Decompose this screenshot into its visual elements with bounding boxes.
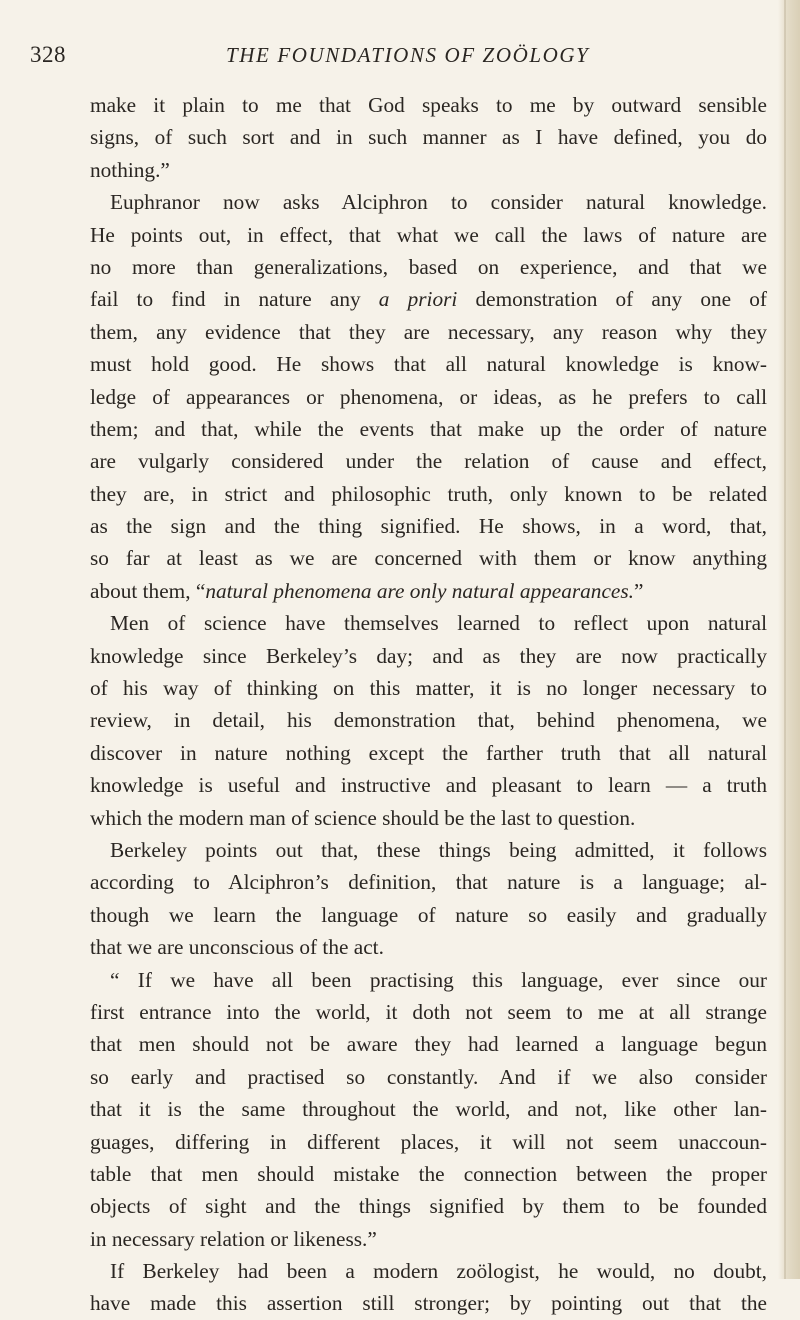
text-line: must hold good. He shows that all natural knowledge is know- [90, 352, 767, 377]
text-line: them, any evidence that they are necessary, any reason why they [90, 319, 767, 344]
text-line: guages, differing in different places, it will not seem unaccoun- [90, 1129, 767, 1154]
line-segment: about them, “ [90, 578, 206, 603]
text-line: discover in nature nothing except the farther truth that all natural [90, 740, 767, 765]
text-line: objects of sight and the things signified by them to be founded [90, 1194, 767, 1219]
text-line: according to Alciphron’s definition, that nature is a language; al- [90, 870, 767, 895]
text-line [90, 575, 767, 607]
text-line: them; and that, while the events that make up the order of nature [90, 416, 767, 441]
text-line: table that men should mistake the connection between the proper [90, 1161, 767, 1186]
text-line: though we learn the language of nature so easily and gradually [90, 902, 767, 927]
text-line: that men should not be aware they had learned a language begun [90, 1032, 767, 1057]
italic-phrase: natural phenomena are only natural appearances. [205, 578, 634, 603]
text-line: that it is the same throughout the world, and not, like other lan- [90, 1097, 767, 1122]
text-line: knowledge is useful and instructive and pleasant to learn — a truth [90, 773, 767, 798]
page-number: 328 [30, 42, 66, 67]
text-line [90, 283, 767, 315]
text-line: that we are unconscious of the act. [90, 935, 384, 960]
text-line: review, in detail, his demonstration that, behind phenomena, we [90, 708, 767, 733]
text-line: have made this assertion still stronger; by pointing out that the [90, 1291, 767, 1316]
paragraph-start-line: Euphranor now asks Alciphron to consider natural knowledge. [110, 190, 767, 215]
text-line: signs, of such sort and in such manner as I have defined, you do [90, 125, 767, 150]
running-head: THE FOUNDATIONS OF ZOÖLOGY [226, 43, 590, 67]
text-line: of his way of thinking on this matter, it is no longer necessary to [90, 676, 767, 701]
text-line: are vulgarly considered under the relation of cause and effect, [90, 449, 767, 474]
italic-phrase: a priori [378, 287, 458, 312]
text-line: first entrance into the world, it doth not seem to me at all strange [90, 999, 767, 1024]
paragraph-start-line: Berkeley points out that, these things being admitted, it follows [110, 837, 767, 862]
text-line: which the modern man of science should be the last to question. [90, 805, 636, 830]
text-line: ledge of appearances or phenomena, or ideas, as he prefers to call [90, 384, 767, 409]
text-line: so far at least as we are concerned with them or know anything [90, 546, 767, 571]
paragraph-start-line: Men of science have themselves learned to reflect upon natural [110, 611, 767, 636]
line-segment: fail to find in nature any [90, 287, 379, 312]
text-line: no more than generalizations, based on experience, and that we [90, 254, 767, 279]
text-line: they are, in strict and philosophic truth, only known to be related [90, 481, 767, 506]
text-line: knowledge since Berkeley’s day; and as they are now practically [90, 643, 767, 668]
text-line: so early and practised so constantly. And if we also consider [90, 1064, 767, 1089]
body-text [90, 89, 767, 1320]
page-edge-shadow [784, 0, 786, 1279]
paragraph-start-line: If Berkeley had been a modern zoölogist, he would, no doubt, [110, 1259, 767, 1284]
page-edge [778, 0, 800, 1279]
line-segment: demonstration of any one of [457, 287, 767, 312]
text-line: He points out, in effect, that what we call the laws of nature are [90, 222, 767, 247]
text-line: as the sign and the thing signified. He shows, in a word, that, [90, 514, 767, 539]
text-line: in necessary relation or likeness.” [90, 1226, 377, 1251]
page-header [30, 42, 770, 82]
text-line: nothing.” [90, 157, 170, 182]
text-line: make it plain to me that God speaks to me by outward sensible [90, 93, 767, 117]
paragraph-start-line: “ If we have all been practising this language, ever since our [110, 967, 767, 992]
line-segment: ” [633, 578, 644, 603]
